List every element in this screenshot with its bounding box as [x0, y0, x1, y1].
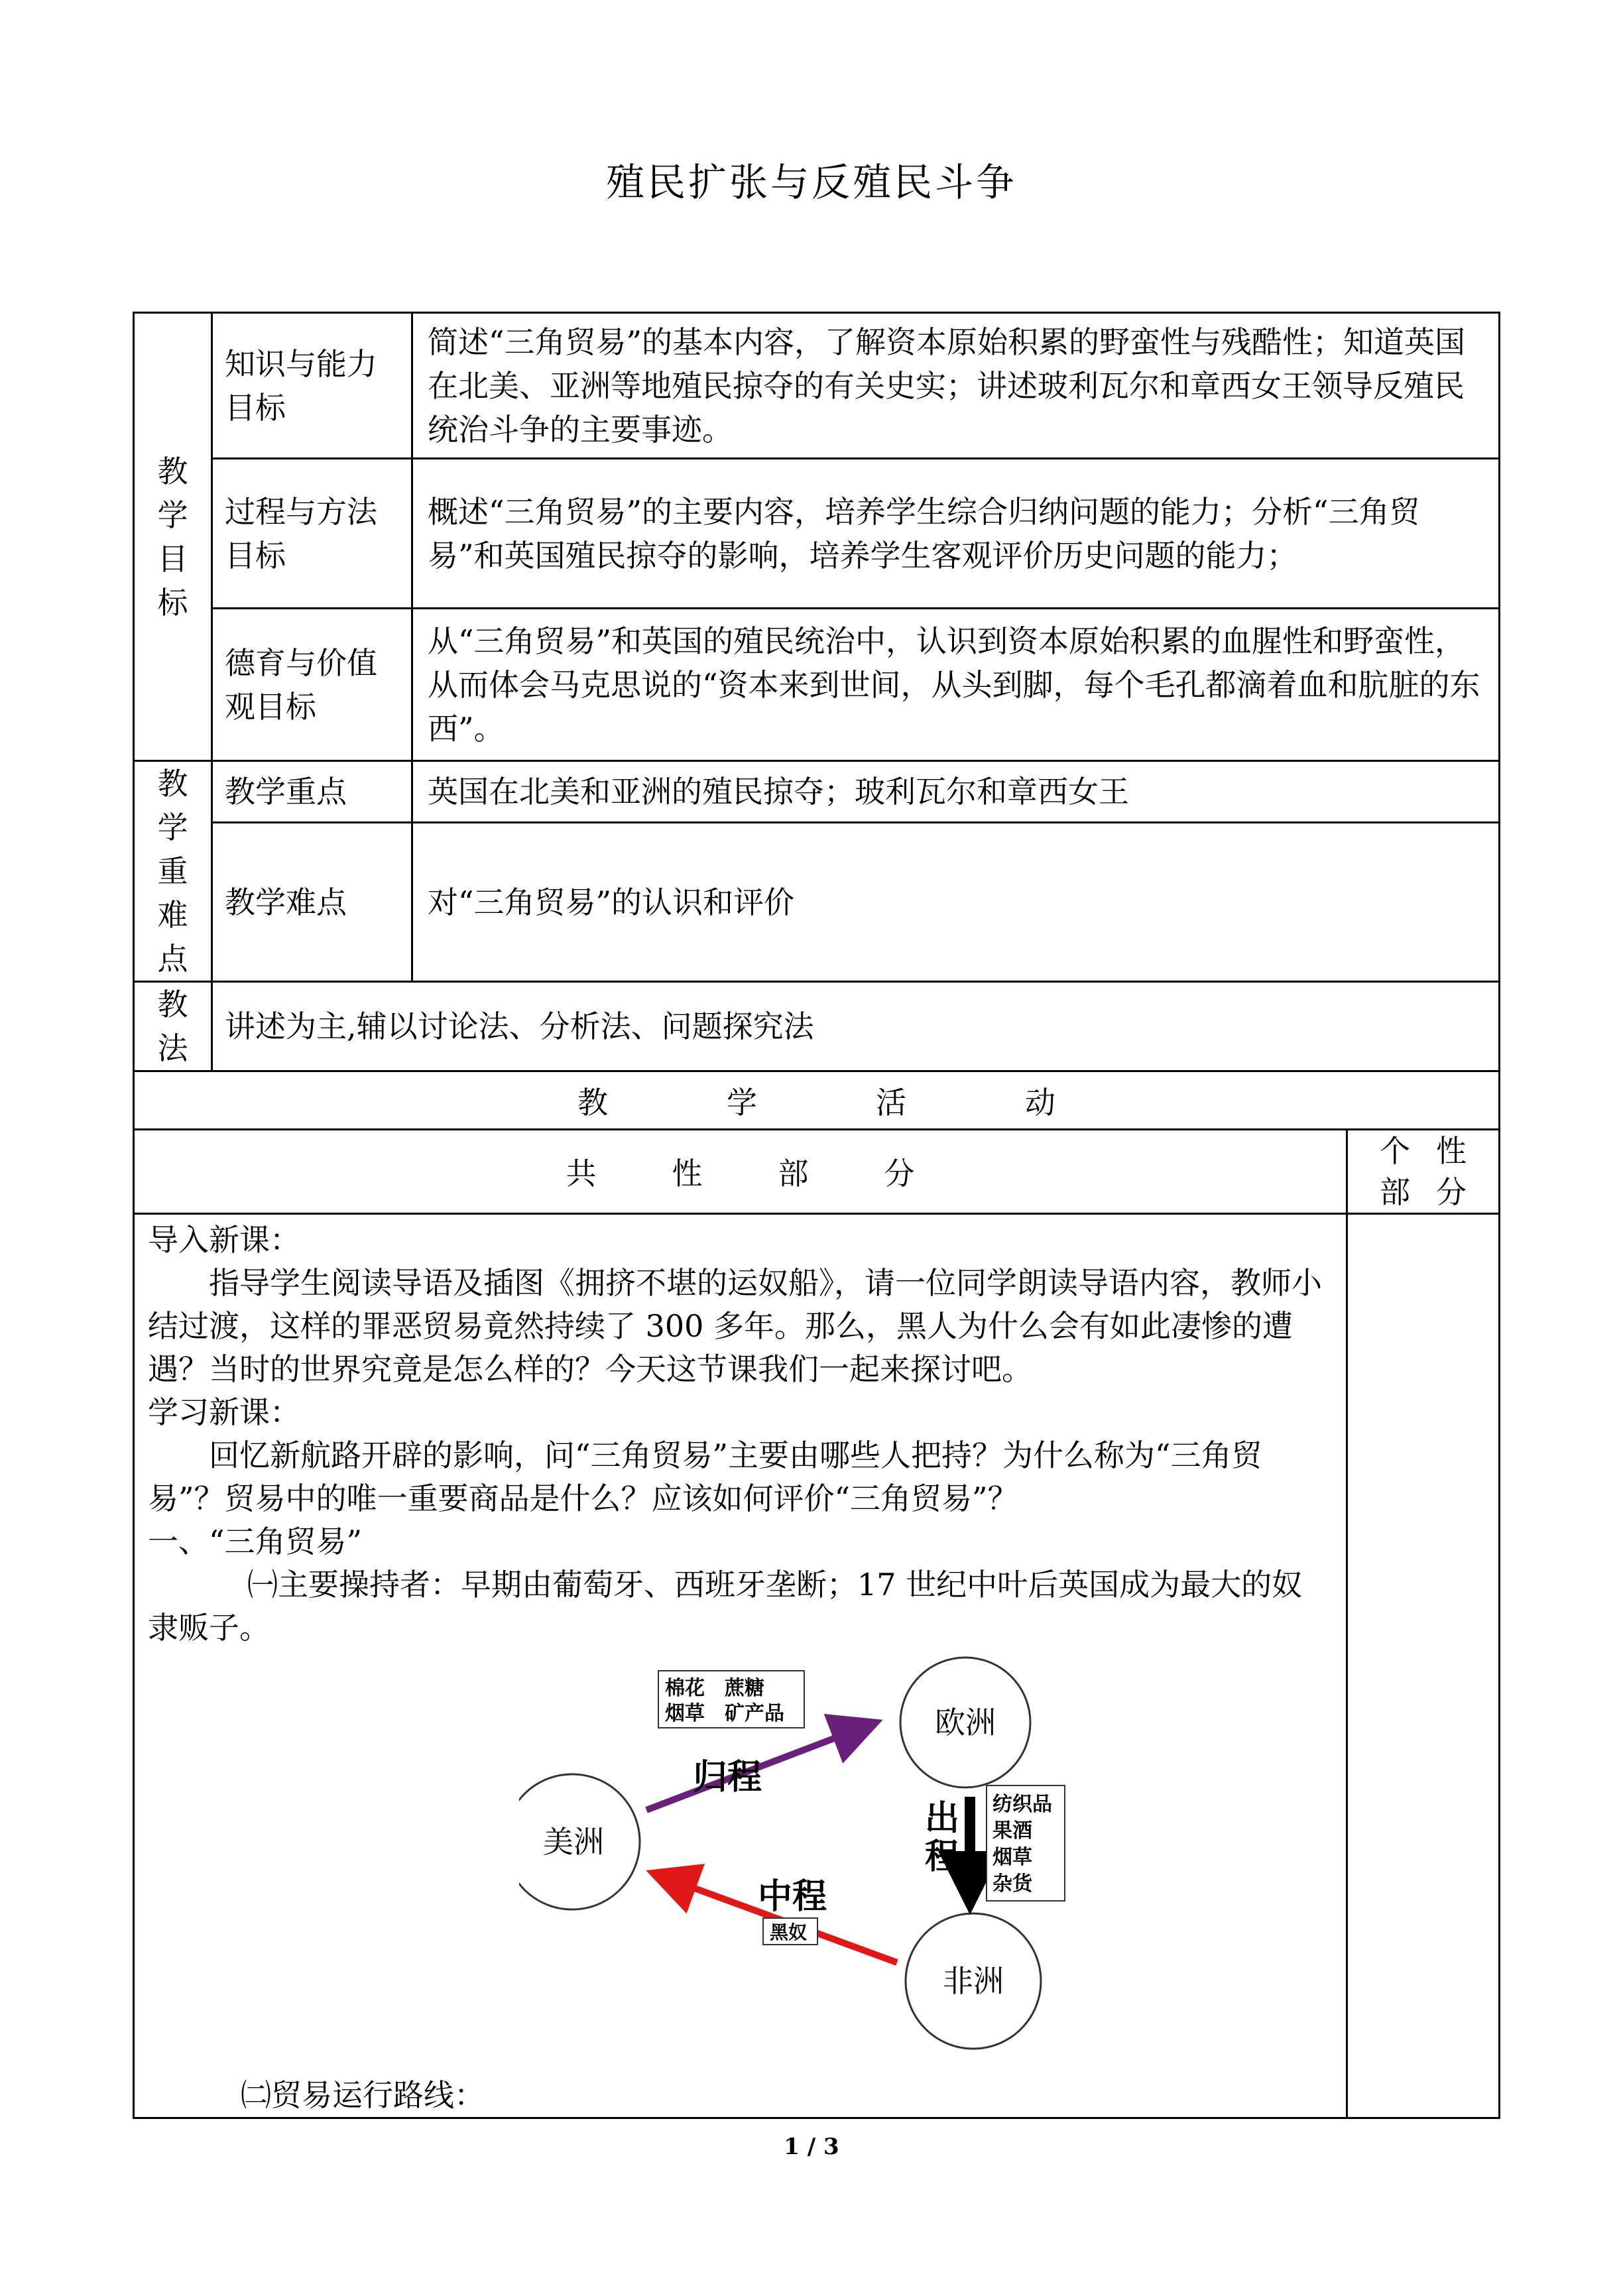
personal-header-char: 性 [1436, 1133, 1467, 1169]
activities-header-char: 动 [1025, 1084, 1055, 1120]
middle-goods-label: 黑奴 [770, 1921, 808, 1943]
outbound-goods-box [987, 1785, 1065, 1901]
triangle-trade-diagram [148, 1650, 1333, 2074]
personal-header-char: 部 [1380, 1174, 1410, 1210]
methods-content: 讲述为主,辅以讨论法、分析法、问题探究法 [212, 982, 1500, 1071]
common-header-char: 性 [672, 1156, 703, 1191]
return-goods-line: 烟草 矿产品 [665, 1702, 784, 1725]
page-number: 1 / 3 [784, 2134, 839, 2160]
keypoint-label-difficulty: 教学难点 [212, 823, 412, 982]
outbound-goods-line: 烟草 [992, 1846, 1032, 1869]
outbound-label-char: 出 [925, 1798, 960, 1839]
personal-header-char: 个 [1380, 1133, 1410, 1169]
return-route-label: 归程 [693, 1757, 762, 1797]
activities-header-char: 学 [727, 1084, 757, 1120]
activities-header-char: 教 [577, 1084, 608, 1120]
common-part-content [134, 1214, 1347, 2118]
americas-node [519, 1774, 640, 1909]
keypoints-group-label: 教学重难点 [134, 761, 212, 982]
section-one-heading: 一、“三角贸易” [148, 1524, 363, 1559]
activities-header [134, 1071, 1500, 1130]
return-goods-line: 棉花 蔗糖 [665, 1677, 764, 1700]
point-two: ㈡贸易运行路线： [241, 2077, 485, 2113]
keypoint-label-focus: 教学重点 [212, 761, 412, 823]
europe-label: 欧洲 [935, 1705, 996, 1740]
methods-label: 教法 [134, 982, 212, 1071]
new-lesson-text: 回忆新航路开辟的影响，问“三角贸易”主要由哪些人把持？为什么称为“三角贸易”？贸易中的唯一重要商品是什么？应该如何评价“三角贸易”？ [148, 1437, 1262, 1516]
africa-label: 非洲 [943, 1963, 1004, 1999]
europe-node [900, 1658, 1030, 1787]
personal-part-header [1347, 1130, 1500, 1214]
objective-label-process: 过程与方法目标 [212, 459, 412, 609]
objective-label-values: 德育与价值观目标 [212, 609, 412, 761]
intro-text: 指导学生阅读导语及插图《拥挤不堪的运奴船》，请一位同学朗读导语内容，教师小结过渡，这样的罪恶贸易竟然持续了 300 多年。那么，黑人为什么会有如此凄惨的遭遇？当时的世界究竟是怎么样的？今天这节课我们一起来探讨吧。 [148, 1265, 1322, 1387]
new-lesson-heading: 学习新课： [148, 1394, 300, 1430]
common-header-char: 共 [566, 1156, 597, 1191]
outbound-label-char: 程 [925, 1837, 960, 1877]
personal-part-content [1347, 1214, 1500, 2118]
keypoint-content-difficulty: 对“三角贸易”的认识和评价 [412, 823, 1500, 982]
lesson-plan-table [133, 312, 1500, 2119]
objective-content-process: 概述“三角贸易”的主要内容，培养学生综合归纳问题的能力；分析“三角贸易”和英国殖民掠夺的影响，培养学生客观评价历史问题的能力； [412, 459, 1500, 609]
point-one: ㈠主要操持者：早期由葡萄牙、西班牙垄断；17 世纪中叶后英国成为最大的奴隶贩子。 [148, 1567, 1303, 1646]
return-goods-box [658, 1671, 804, 1728]
outbound-goods-line: 纺织品 [992, 1793, 1052, 1816]
middle-route-label: 中程 [758, 1876, 827, 1917]
objective-content-values: 从“三角贸易”和英国的殖民统治中，认识到资本原始积累的血腥性和野蛮性，从而体会马克思说的“资本来到世间，从头到脚，每个毛孔都滴着血和肮脏的东西”。 [412, 609, 1500, 761]
personal-header-char: 分 [1436, 1174, 1467, 1210]
objective-label-knowledge: 知识与能力目标 [212, 313, 412, 459]
middle-goods-box [763, 1918, 817, 1945]
americas-label: 美洲 [543, 1824, 604, 1860]
outbound-goods-line: 果酒 [992, 1819, 1032, 1843]
africa-node [906, 1913, 1041, 2049]
common-header-char: 分 [884, 1156, 915, 1191]
intro-heading: 导入新课： [148, 1222, 300, 1258]
activities-header-char: 活 [876, 1084, 906, 1120]
objective-content-knowledge: 简述“三角贸易”的基本内容，了解资本原始积累的野蛮性与残酷性；知道英国在北美、亚洲等地殖民掠夺的有关史实；讲述玻利瓦尔和章西女王领导反殖民统治斗争的主要事迹。 [412, 313, 1500, 459]
page-title: 殖民扩张与反殖民斗争 [605, 160, 1017, 205]
keypoint-content-focus: 英国在北美和亚洲的殖民掠夺；玻利瓦尔和章西女王 [412, 761, 1500, 823]
outbound-route-label [925, 1798, 959, 1877]
common-part-header [134, 1130, 1347, 1214]
common-header-char: 部 [778, 1156, 809, 1191]
objectives-group-label: 教学目标 [134, 313, 212, 761]
outbound-goods-line: 杂货 [992, 1872, 1032, 1896]
